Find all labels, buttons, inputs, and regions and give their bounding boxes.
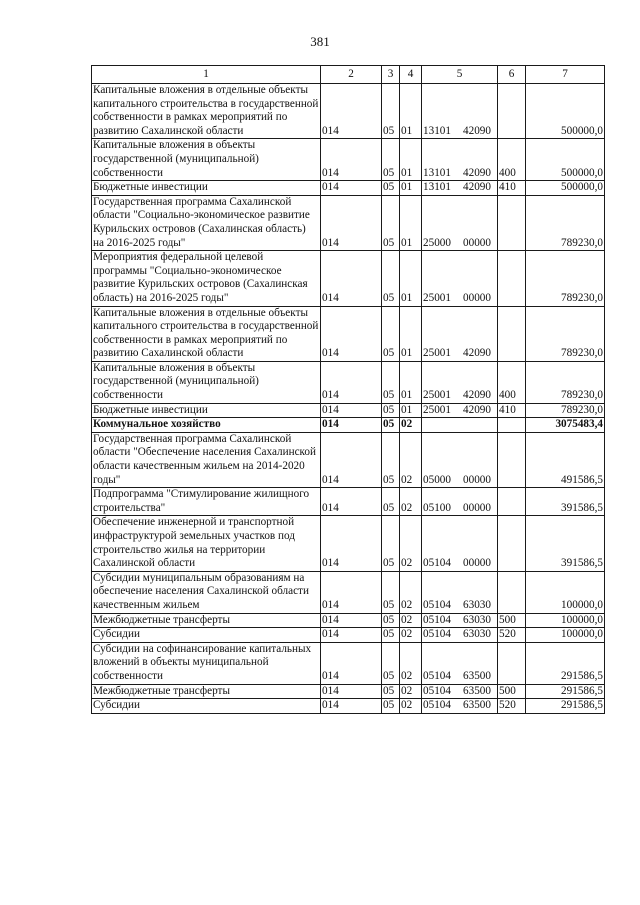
ministry-code-cell: 014 — [321, 488, 382, 516]
amount-cell: 500000,0 — [526, 139, 605, 181]
target-article-program: 25001 — [423, 403, 451, 416]
table-row — [92, 432, 605, 487]
target-article-direction: 63500 — [463, 669, 491, 682]
target-article-direction: 63500 — [463, 684, 491, 697]
amount-cell: 100000,0 — [526, 571, 605, 613]
section-code-cell: 05 — [382, 181, 400, 196]
expense-type-cell: 520 — [498, 699, 526, 714]
target-article-cell — [422, 306, 498, 361]
table-row — [92, 139, 605, 181]
target-article-direction: 42090 — [463, 347, 491, 360]
subsection-code-cell: 01 — [400, 84, 422, 139]
expense-type-cell — [498, 642, 526, 684]
target-article-program: 05104 — [423, 699, 451, 712]
target-article-cell — [422, 195, 498, 250]
target-article-direction: 00000 — [463, 501, 491, 514]
table-row — [92, 195, 605, 250]
amount-cell: 789230,0 — [526, 361, 605, 403]
table-row — [92, 613, 605, 628]
row-name-cell: Субсидии — [92, 699, 321, 714]
row-name-cell: Подпрограмма "Стимулирование жилищного строительства" — [92, 488, 321, 516]
target-article-program: 13101 — [423, 181, 451, 194]
expense-type-cell: 410 — [498, 181, 526, 196]
target-article-program: 25001 — [423, 347, 451, 360]
table-row — [92, 306, 605, 361]
ministry-code-cell: 014 — [321, 642, 382, 684]
expense-type-cell — [498, 418, 526, 433]
header-col-7: 7 — [526, 66, 605, 84]
table-row — [92, 84, 605, 139]
amount-cell: 789230,0 — [526, 251, 605, 306]
header-col-2: 2 — [321, 66, 382, 84]
target-article-program: 13101 — [423, 124, 451, 137]
subsection-code-cell: 02 — [400, 571, 422, 613]
subsection-code-cell: 01 — [400, 181, 422, 196]
table-row — [92, 403, 605, 418]
section-code-cell: 05 — [382, 139, 400, 181]
row-name-cell: Межбюджетные трансферты — [92, 613, 321, 628]
section-code-cell: 05 — [382, 361, 400, 403]
target-article-direction: 00000 — [463, 291, 491, 304]
amount-cell: 491586,5 — [526, 432, 605, 487]
amount-cell: 789230,0 — [526, 403, 605, 418]
ministry-code-cell: 014 — [321, 516, 382, 571]
ministry-code-cell: 014 — [321, 361, 382, 403]
target-article-direction: 42090 — [463, 166, 491, 179]
target-article-cell — [422, 251, 498, 306]
ministry-code-cell: 014 — [321, 418, 382, 433]
table-row — [92, 516, 605, 571]
target-article-direction: 00000 — [463, 557, 491, 570]
subsection-code-cell: 02 — [400, 684, 422, 699]
section-code-cell: 05 — [382, 613, 400, 628]
section-code-cell: 05 — [382, 432, 400, 487]
target-article-program: 25000 — [423, 236, 451, 249]
target-article-direction: 63030 — [463, 613, 491, 626]
section-code-cell: 05 — [382, 251, 400, 306]
expense-type-cell: 520 — [498, 628, 526, 643]
target-article-program: 25001 — [423, 389, 451, 402]
target-article-direction: 42090 — [463, 124, 491, 137]
target-article-direction: 00000 — [463, 236, 491, 249]
row-name-cell: Государственная программа Сахалинской области "Социально-экономическое развитие Курильских островов (Сахалинская область) на 2016-2025 годы" — [92, 195, 321, 250]
target-article-cell — [422, 571, 498, 613]
section-code-cell: 05 — [382, 488, 400, 516]
target-article-cell — [422, 84, 498, 139]
target-article-cell — [422, 361, 498, 403]
expense-type-cell — [498, 488, 526, 516]
target-article-program: 25001 — [423, 291, 451, 304]
row-name-cell: Коммунальное хозяйство — [92, 418, 321, 433]
row-name-cell: Субсидии муниципальным образованиям на обеспечение населения Сахалинской области качественным жильем — [92, 571, 321, 613]
ministry-code-cell: 014 — [321, 613, 382, 628]
row-name-cell: Бюджетные инвестиции — [92, 403, 321, 418]
target-article-cell — [422, 418, 498, 433]
subsection-code-cell: 02 — [400, 516, 422, 571]
expense-type-cell — [498, 306, 526, 361]
section-code-cell: 05 — [382, 642, 400, 684]
target-article-program: 05104 — [423, 628, 451, 641]
section-code-cell: 05 — [382, 628, 400, 643]
target-article-cell — [422, 699, 498, 714]
table-row — [92, 699, 605, 714]
subsection-code-cell: 02 — [400, 613, 422, 628]
row-name-cell: Субсидии на софинансирование капитальных вложений в объекты муниципальной собственности — [92, 642, 321, 684]
subsection-code-cell: 01 — [400, 195, 422, 250]
row-name-cell: Обеспечение инженерной и транспортной инфраструктурой земельных участков под строительство жилья на территории Сахалинской области — [92, 516, 321, 571]
target-article-direction: 63030 — [463, 598, 491, 611]
target-article-direction: 42090 — [463, 403, 491, 416]
budget-table — [91, 65, 605, 714]
ministry-code-cell: 014 — [321, 432, 382, 487]
expense-type-cell — [498, 251, 526, 306]
target-article-program: 05104 — [423, 669, 451, 682]
amount-cell: 100000,0 — [526, 628, 605, 643]
table-row — [92, 684, 605, 699]
expense-type-cell — [498, 571, 526, 613]
header-col-1: 1 — [92, 66, 321, 84]
section-code-cell: 05 — [382, 571, 400, 613]
subsection-code-cell: 02 — [400, 488, 422, 516]
row-name-cell: Капитальные вложения в отдельные объекты капитального строительства в государственной собственности в рамках мероприятий по развитию Сахалинской области — [92, 306, 321, 361]
target-article-program: 05000 — [423, 473, 451, 486]
subsection-code-cell: 01 — [400, 251, 422, 306]
amount-cell: 500000,0 — [526, 181, 605, 196]
ministry-code-cell: 014 — [321, 139, 382, 181]
target-article-program: 13101 — [423, 166, 451, 179]
section-code-cell: 05 — [382, 418, 400, 433]
section-code-cell: 05 — [382, 699, 400, 714]
target-article-direction: 00000 — [463, 473, 491, 486]
ministry-code-cell: 014 — [321, 306, 382, 361]
ministry-code-cell: 014 — [321, 403, 382, 418]
row-name-cell: Бюджетные инвестиции — [92, 181, 321, 196]
target-article-program: 05104 — [423, 557, 451, 570]
header-col-5: 5 — [422, 66, 498, 84]
table-row — [92, 251, 605, 306]
amount-cell: 100000,0 — [526, 613, 605, 628]
row-name-cell: Капитальные вложения в объекты государственной (муниципальной) собственности — [92, 361, 321, 403]
expense-type-cell: 400 — [498, 361, 526, 403]
target-article-program: 05104 — [423, 613, 451, 626]
amount-cell: 391586,5 — [526, 516, 605, 571]
target-article-cell — [422, 432, 498, 487]
table-row — [92, 181, 605, 196]
target-article-program: 05104 — [423, 598, 451, 611]
subsection-code-cell: 01 — [400, 139, 422, 181]
subsection-code-cell: 01 — [400, 403, 422, 418]
amount-cell: 291586,5 — [526, 699, 605, 714]
subsection-code-cell: 02 — [400, 642, 422, 684]
target-article-direction: 63030 — [463, 628, 491, 641]
section-code-cell: 05 — [382, 403, 400, 418]
table-row — [92, 571, 605, 613]
row-name-cell: Межбюджетные трансферты — [92, 684, 321, 699]
expense-type-cell: 400 — [498, 139, 526, 181]
target-article-direction: 42090 — [463, 389, 491, 402]
subsection-code-cell: 02 — [400, 628, 422, 643]
amount-cell: 391586,5 — [526, 488, 605, 516]
expense-type-cell: 500 — [498, 684, 526, 699]
header-col-3: 3 — [382, 66, 400, 84]
section-code-cell: 05 — [382, 306, 400, 361]
subsection-code-cell: 01 — [400, 306, 422, 361]
ministry-code-cell: 014 — [321, 571, 382, 613]
section-code-cell: 05 — [382, 195, 400, 250]
row-name-cell: Государственная программа Сахалинской области "Обеспечение населения Сахалинской области качественным жильем на 2014-2020 годы" — [92, 432, 321, 487]
target-article-program: 05104 — [423, 684, 451, 697]
subsection-code-cell: 01 — [400, 361, 422, 403]
target-article-direction: 63500 — [463, 699, 491, 712]
section-code-cell: 05 — [382, 684, 400, 699]
target-article-cell — [422, 488, 498, 516]
header-col-4: 4 — [400, 66, 422, 84]
ministry-code-cell: 014 — [321, 84, 382, 139]
ministry-code-cell: 014 — [321, 251, 382, 306]
table-row — [92, 418, 605, 433]
expense-type-cell: 500 — [498, 613, 526, 628]
ministry-code-cell: 014 — [321, 628, 382, 643]
ministry-code-cell: 014 — [321, 699, 382, 714]
expense-type-cell — [498, 195, 526, 250]
subsection-code-cell: 02 — [400, 699, 422, 714]
ministry-code-cell: 014 — [321, 181, 382, 196]
target-article-cell — [422, 684, 498, 699]
target-article-cell — [422, 628, 498, 643]
amount-cell: 291586,5 — [526, 642, 605, 684]
target-article-direction: 42090 — [463, 181, 491, 194]
target-article-cell — [422, 613, 498, 628]
header-col-6: 6 — [498, 66, 526, 84]
section-code-cell: 05 — [382, 516, 400, 571]
table-row — [92, 642, 605, 684]
expense-type-cell — [498, 432, 526, 487]
target-article-cell — [422, 181, 498, 196]
subsection-code-cell: 02 — [400, 418, 422, 433]
table-row — [92, 488, 605, 516]
target-article-cell — [422, 403, 498, 418]
target-article-cell — [422, 139, 498, 181]
amount-cell: 789230,0 — [526, 195, 605, 250]
row-name-cell: Капитальные вложения в отдельные объекты капитального строительства в государственной собственности в рамках мероприятий по развитию Сахалинской области — [92, 84, 321, 139]
section-code-cell: 05 — [382, 84, 400, 139]
amount-cell: 789230,0 — [526, 306, 605, 361]
amount-cell: 3075483,4 — [526, 418, 605, 433]
page-number: 381 — [310, 34, 330, 49]
ministry-code-cell: 014 — [321, 195, 382, 250]
header-row — [92, 66, 605, 84]
row-name-cell: Мероприятия федеральной целевой программы "Социально-экономическое развитие Курильских островов (Сахалинская область) на 2016-2025 годы" — [92, 251, 321, 306]
ministry-code-cell: 014 — [321, 684, 382, 699]
amount-cell: 500000,0 — [526, 84, 605, 139]
amount-cell: 291586,5 — [526, 684, 605, 699]
table-row — [92, 628, 605, 643]
target-article-cell — [422, 642, 498, 684]
row-name-cell: Капитальные вложения в объекты государственной (муниципальной) собственности — [92, 139, 321, 181]
subsection-code-cell: 02 — [400, 432, 422, 487]
expense-type-cell: 410 — [498, 403, 526, 418]
target-article-program: 05100 — [423, 501, 451, 514]
row-name-cell: Субсидии — [92, 628, 321, 643]
expense-type-cell — [498, 516, 526, 571]
expense-type-cell — [498, 84, 526, 139]
table-row — [92, 361, 605, 403]
target-article-cell — [422, 516, 498, 571]
